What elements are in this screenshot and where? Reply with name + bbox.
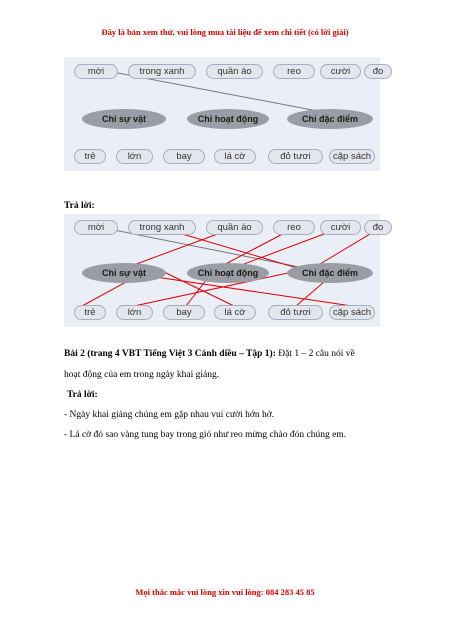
- preview-notice: Đây là bản xem thử, vui lòng mua tài liệu để xem chi tiết (có lời giải): [101, 27, 349, 37]
- word-cuoi: cười: [320, 64, 361, 79]
- category-dac-diem: Chỉ đặc điểm: [287, 109, 373, 129]
- answer-image: [64, 214, 384, 327]
- exercise-2-title: Bài 2 (trang 4 VBT Tiếng Việt 3 Cánh diều – Tập 1):: [64, 349, 276, 359]
- exercise-2-prompt: [64, 348, 394, 361]
- word-cuoi: cười: [320, 220, 361, 235]
- category-dac-diem: Chỉ đặc điểm: [287, 263, 373, 283]
- word-trong-xanh: trong xanh: [128, 220, 196, 235]
- contact-footer: Mọi thắc mắc vui lòng xin vui lòng: 084 283 45 85: [135, 587, 315, 597]
- word-moi: mời: [74, 64, 118, 79]
- word-do-tuoi: đỏ tươi: [268, 305, 323, 320]
- word-bay: bay: [163, 149, 205, 164]
- word-do: đo: [364, 64, 392, 79]
- answer-sentence-2: - Lá cờ đỏ sao vàng tung bay trong gió như reo mừng chào đón chúng em.: [64, 430, 347, 440]
- word-lon: lớn: [116, 149, 153, 164]
- word-reo: reo: [273, 64, 315, 79]
- answer-label-1: Trả lời:: [64, 201, 95, 211]
- category-su-vat: Chỉ sự vật: [82, 109, 166, 129]
- word-lon: lớn: [116, 305, 153, 320]
- exercise-2-prompt-part1: Đặt 1 – 2 câu nói về: [278, 349, 355, 359]
- word-trong-xanh: trong xanh: [128, 64, 196, 79]
- word-la-co: lá cờ: [214, 305, 256, 320]
- category-hoat-dong: Chỉ hoạt động: [187, 109, 269, 129]
- word-tre: trẻ: [74, 149, 106, 164]
- exercise-image: [64, 57, 384, 171]
- answer-label-2: Trả lời:: [67, 390, 98, 400]
- word-cap-sach: cặp sách: [329, 305, 375, 320]
- answer-sentence-1: - Ngày khai giảng chúng em gặp nhau vui cười hớn hở.: [64, 410, 275, 420]
- word-quan-ao: quần áo: [206, 64, 263, 79]
- word-tre: trẻ: [74, 305, 106, 320]
- category-hoat-dong: Chỉ hoạt động: [187, 263, 269, 283]
- word-moi: mời: [74, 220, 118, 235]
- word-cap-sach: cặp sách: [329, 149, 375, 164]
- word-la-co: lá cờ: [214, 149, 256, 164]
- word-reo: reo: [273, 220, 315, 235]
- exercise-2-prompt-line2: hoạt động của em trong ngày khai giảng.: [64, 370, 220, 380]
- word-bay: bay: [163, 305, 205, 320]
- word-do-tuoi: đỏ tươi: [268, 149, 323, 164]
- word-do: đo: [364, 220, 392, 235]
- word-quan-ao: quần áo: [206, 220, 263, 235]
- category-su-vat: Chỉ sự vật: [82, 263, 166, 283]
